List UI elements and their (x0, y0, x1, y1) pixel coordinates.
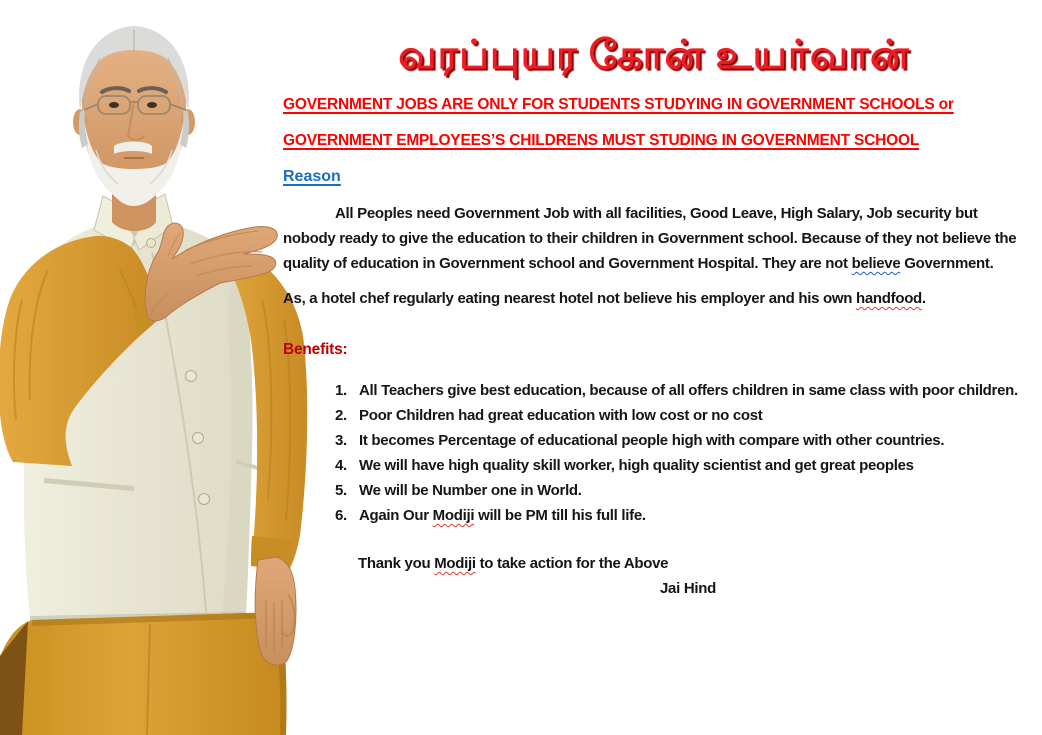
list-item-segment: We will have high quality skill worker, high quality scientist and get great peoples (359, 457, 914, 474)
list-item-segment: Poor Children had great education with low cost or no cost (359, 407, 763, 424)
list-item-text (359, 478, 1025, 503)
tamil-title: வரப்புயர கோன் உயர்வான் (398, 32, 910, 77)
list-number: 6. (335, 507, 347, 524)
list-item (335, 503, 1025, 528)
list-number: 1. (335, 382, 347, 399)
analogy-paragraph (283, 286, 1025, 311)
heading-government-employees: GOVERNMENT EMPLOYEES’S CHILDRENS MUST STUDING IN GOVERNMENT SCHOOL (283, 132, 920, 149)
spellcheck-flagged-word: handfood (856, 290, 922, 307)
list-item (335, 378, 1025, 403)
benefits-list (335, 378, 1025, 528)
benefits-heading: Benefits: (283, 341, 348, 358)
reason-heading: Reason (283, 168, 341, 185)
list-number: 5. (335, 482, 347, 499)
list-item-segment: We will be Number one in World. (359, 482, 582, 499)
list-item-text (359, 403, 1025, 428)
list-item (335, 478, 1025, 503)
list-item-text (359, 428, 1025, 453)
heading-government-jobs: GOVERNMENT JOBS ARE ONLY FOR STUDENTS STUDYING IN GOVERNMENT SCHOOLS or (283, 96, 954, 113)
reason-paragraph-text: All Peoples need Government Job with all facilities, Good Leave, High Salary, Job security but nobody ready to give the education to their children in Government school. Because of they not believe the quality of education in Government school and Government Hospital. They are not (283, 205, 1017, 272)
closing-text-end: to take action for the Above (475, 555, 669, 572)
list-item-segment: All Teachers give best education, because of all offers children in same class with poor children. (359, 382, 1018, 399)
list-item-text (359, 503, 1025, 528)
spellcheck-flagged-word: Modiji (434, 555, 476, 572)
analogy-paragraph-text: As, a hotel chef regularly eating nearest hotel not believe his employer and his own (283, 290, 856, 307)
list-item (335, 453, 1025, 478)
document-body (283, 24, 1025, 601)
reason-paragraph-end: Government. (900, 255, 994, 272)
jai-hind-signoff: Jai Hind (660, 580, 716, 597)
list-item-segment: will be PM till his full life. (474, 507, 646, 524)
grammar-flagged-word: believe (851, 255, 901, 272)
list-item (335, 428, 1025, 453)
spellcheck-flagged-word: Modiji (432, 507, 475, 524)
analogy-paragraph-end: . (921, 290, 926, 307)
list-number: 2. (335, 407, 347, 424)
reason-paragraph (283, 201, 1025, 276)
list-number: 3. (335, 432, 347, 449)
list-item-segment: It becomes Percentage of educational people high with compare with other countries. (359, 432, 945, 449)
list-item (335, 403, 1025, 428)
list-item-text (359, 378, 1025, 403)
closing-line (358, 551, 1025, 576)
list-item-text (359, 453, 1025, 478)
list-number: 4. (335, 457, 347, 474)
list-item-segment: Again Our (359, 507, 433, 524)
closing-text: Thank you (358, 555, 435, 572)
